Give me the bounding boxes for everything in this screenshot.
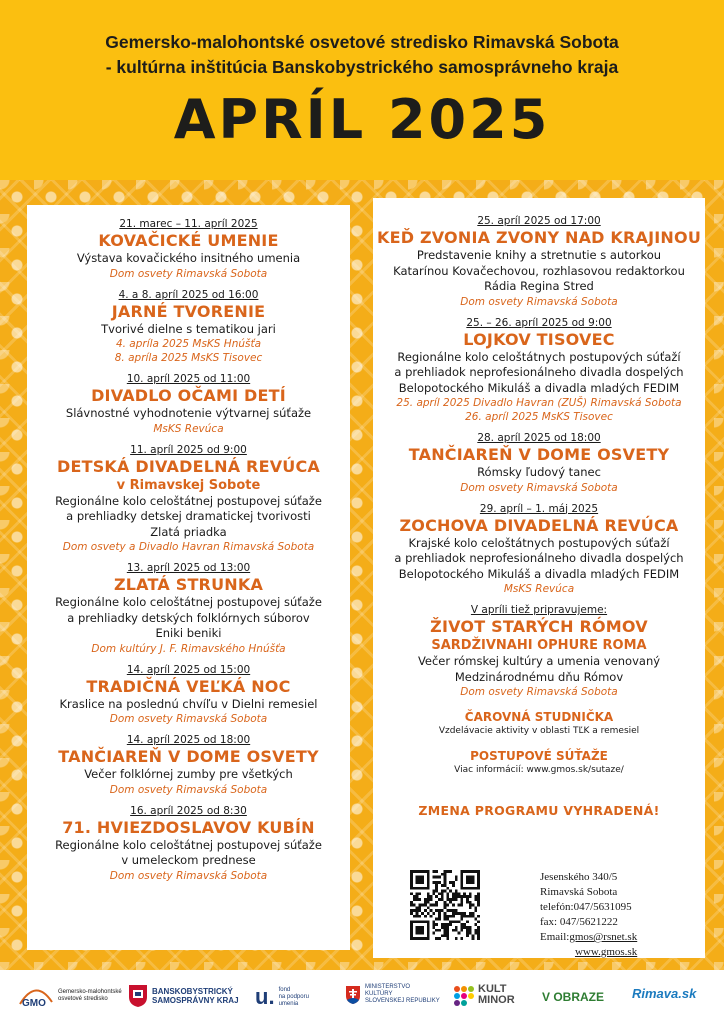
- event-description: Krajské kolo celoštátnych postupových súťaží: [408, 535, 670, 550]
- event-description: Rádia Regina Stred: [484, 279, 594, 293]
- web-link[interactable]: www.gmos.sk: [574, 946, 638, 958]
- sutaze-title: POSTUPOVÉ SÚŤAŽE: [470, 749, 608, 763]
- event-title: LOJKOV TISOVEC: [463, 329, 615, 349]
- event-description: Kraslice na poslednú chvíľu v Dielni remesiel: [59, 696, 318, 711]
- preparing-subtitle: SARDŽIVNAHI OPHURE ROMA: [431, 638, 647, 653]
- event-description: Večer folklórnej zumby pre všetkých: [84, 767, 293, 781]
- rimava-logo: [632, 986, 696, 1001]
- event-date: 29. apríl – 1. máj 2025: [479, 502, 599, 515]
- event-block: [373, 214, 705, 309]
- email-link[interactable]: gmos@rsnet.sk: [569, 931, 638, 943]
- preparing-title: ŽIVOT STARÝCH RÓMOV: [430, 617, 648, 636]
- address-line-2: Rimavská Sobota: [540, 886, 618, 898]
- event-date: 14. apríl 2025 od 15:00: [126, 663, 251, 676]
- event-block: [27, 217, 350, 281]
- event-subtitle: v Rimavskej Sobote: [116, 477, 261, 493]
- studnicka-title: ČAROVNÁ STUDNIČKA: [464, 710, 614, 724]
- event-date: 16. apríl 2025 od 8:30: [130, 804, 247, 817]
- ministerstvo-text-1: MINISTERSTVO: [365, 984, 411, 990]
- slovak-coat-of-arms-icon: [345, 985, 361, 1005]
- event-venue: Dom osvety Rimavská Sobota: [109, 713, 268, 725]
- event-date: 10. apríl 2025 od 11:00: [126, 373, 251, 385]
- fax: fax: 047/5621222: [540, 916, 618, 928]
- event-title: KEĎ ZVONIA ZVONY NAD KRAJINOU: [376, 228, 702, 247]
- event-block: [27, 733, 350, 797]
- event-description: Regionálne kolo celoštátnych postupových súťaží: [397, 349, 681, 364]
- event-title: KOVAČICKÉ UMENIE: [98, 231, 279, 250]
- fond-text-1: fond: [278, 986, 291, 993]
- email-label: Email:: [540, 931, 570, 943]
- event-description: Zlatá priadka: [150, 524, 227, 539]
- program-change-notice: ZMENA PROGRAMU VYHRADENÁ!: [418, 803, 660, 818]
- kultminor-dots-icon: [452, 984, 474, 1006]
- gmos-logo: [18, 984, 122, 1008]
- event-description: Belopotockého Mikuláš a divadla mladých FEDIM: [398, 380, 680, 395]
- event-date: 13. apríl 2025 od 13:00: [126, 562, 251, 574]
- event-venue: Dom osvety Rimavská Sobota: [109, 267, 268, 280]
- event-date: 25. – 26. apríl 2025 od 9:00: [466, 316, 612, 329]
- ministerstvo-logo: [345, 984, 440, 1005]
- event-block: [373, 316, 705, 425]
- event-block: [27, 804, 350, 883]
- event-date: 14. apríl 2025 od 18:00: [126, 734, 251, 746]
- event-description: a prehliadky detskej dramatickej tvorivosti: [66, 509, 311, 523]
- ministerstvo-text-2: KULTÚRY: [365, 991, 393, 997]
- bbsk-shield-icon: [128, 984, 148, 1008]
- event-title: TANČIAREŇ V DOME OSVETY: [408, 445, 670, 464]
- event-block: [27, 443, 350, 555]
- event-date: 21. marec – 11. apríl 2025: [119, 218, 258, 230]
- event-block: [27, 663, 350, 727]
- studnicka-section: [373, 709, 705, 738]
- event-venue: Dom kultúry J. F. Rimavského Hnúšťa: [91, 642, 286, 655]
- fond-mark-icon: u.: [255, 984, 275, 1009]
- kultminor-text-1: KULT: [478, 983, 507, 995]
- event-title: 71. HVIEZDOSLAVOV KUBÍN: [62, 817, 315, 837]
- event-venue: Dom osvety Rimavská Sobota: [109, 783, 268, 796]
- event-description: Regionálne kolo celoštátnej postupovej súťaže: [55, 595, 322, 609]
- kultminor-logo: [452, 984, 515, 1006]
- bbsk-logo: [128, 984, 239, 1008]
- event-venue: 4. apríla 2025 MsKS Hnúšťa: [115, 338, 262, 350]
- event-title: JARNÉ TVORENIE: [111, 301, 266, 321]
- event-title: TRADIČNÁ VEĽKÁ NOC: [86, 676, 291, 696]
- event-title: ZOCHOVA DIVADELNÁ REVÚCA: [399, 515, 679, 535]
- preparing-place: Dom osvety Rimavská Sobota: [460, 686, 618, 698]
- event-description: Eniki beniki: [155, 626, 222, 640]
- fond-text-2: na podporu: [278, 993, 309, 1000]
- gmo-text-2: osvetové stredisko: [58, 996, 108, 1002]
- right-program-column: [373, 198, 705, 958]
- address-line-1: Jesenského 340/5: [540, 871, 618, 883]
- event-venue: MsKS Revúca: [503, 583, 575, 595]
- event-description: a prehliadok neprofesionálneho divadla dospelých: [394, 551, 684, 565]
- event-title: TANČIAREŇ V DOME OSVETY: [58, 747, 319, 766]
- footer-logos: [0, 970, 724, 1024]
- contact-address: [540, 870, 637, 960]
- event-description: Predstavenie knihy a stretnutie s autorkou: [416, 248, 662, 262]
- event-block: [27, 561, 350, 656]
- preparing-section: [373, 603, 705, 699]
- event-title: DETSKÁ DIVADELNÁ REVÚCA: [56, 456, 320, 476]
- bbsk-text-2: SAMOSPRÁVNY KRAJ: [152, 996, 239, 1005]
- bbsk-text-1: BANSKOBYSTRICKÝ: [152, 987, 233, 996]
- email-row: [540, 930, 637, 945]
- event-description: Belopotockého Mikuláš a divadla mladých FEDIM: [398, 566, 680, 581]
- sutaze-desc: Viac informácií: www.gmos.sk/sutaze/: [454, 765, 624, 775]
- sutaze-section: [373, 748, 705, 777]
- ministerstvo-text-3: SLOVENSKEJ REPUBLIKY: [365, 998, 440, 1004]
- event-description: Regionálne kolo celoštátnej postupovej súťaže: [55, 493, 322, 508]
- event-description: Slávnostné vyhodnotenie výtvarnej súťaže: [65, 406, 312, 420]
- event-description: v umeleckom prednese: [121, 853, 256, 867]
- gmo-mark-icon: [18, 984, 54, 1008]
- preparing-label: V apríli tiež pripravujeme:: [470, 604, 608, 616]
- rimava-text: Rimava.sk: [632, 986, 697, 1001]
- svg-text:GMO: GMO: [22, 998, 46, 1008]
- event-block: [27, 288, 350, 366]
- gmo-text-1: Gemersko-malohontské: [58, 989, 122, 995]
- studnicka-desc: Vzdelávacie aktivity v oblasti TĽK a remesiel: [438, 726, 640, 736]
- phone: telefón:047/5631095: [540, 901, 632, 913]
- header-banner: [0, 0, 724, 180]
- month-title: APRÍL 2025: [173, 88, 551, 151]
- event-venue: Dom osvety Rimavská Sobota: [460, 481, 618, 494]
- event-description: Tvorivé dielne s tematikou jari: [101, 321, 276, 336]
- event-venue: Dom osvety a Divadlo Havran Rimavská Sobota: [62, 541, 315, 553]
- preparing-desc-2: Medzinárodnému dňu Rómov: [454, 669, 624, 684]
- event-date: 28. apríl 2025 od 18:00: [477, 432, 601, 444]
- event-venue: Dom osvety Rimavská Sobota: [109, 869, 268, 882]
- kultminor-text-2: MINOR: [478, 994, 515, 1006]
- event-block: [373, 431, 705, 495]
- event-venue: 25. apríl 2025 Divadlo Havran (ZUŠ) Rimavská Sobota: [396, 397, 682, 409]
- fond-text-3: umenia: [278, 1000, 299, 1007]
- event-title: DIVADLO OČAMI DETÍ: [91, 386, 286, 405]
- event-description: Katarínou Kovačechovou, rozhlasovou redaktorkou: [393, 263, 685, 278]
- event-date: 4. a 8. apríl 2025 od 16:00: [118, 288, 259, 301]
- event-date: 25. apríl 2025 od 17:00: [477, 215, 601, 227]
- event-venue: 26. apríl 2025 MsKS Tisovec: [465, 411, 613, 423]
- event-block: [373, 502, 705, 597]
- event-title: ZLATÁ STRUNKA: [113, 575, 264, 594]
- v-obraze-logo: [542, 990, 604, 1004]
- v-obraze-text: V OBRAZE: [542, 990, 605, 1004]
- preparing-desc-1: Večer rómskej kultúry a umenia venovaný: [417, 654, 661, 668]
- event-description: Regionálne kolo celoštátnej postupovej súťaže: [55, 837, 322, 852]
- org-line-2: - kultúrna inštitúcia Banskobystrického samosprávneho kraja: [105, 57, 619, 77]
- event-description: a prehliadky detských folklórnych súborov: [67, 610, 310, 625]
- event-venue: 8. apríla 2025 MsKS Tisovec: [114, 352, 263, 364]
- event-block: [27, 372, 350, 436]
- fond-logo: [255, 984, 309, 1010]
- organization-name: [0, 0, 724, 80]
- event-description: Výstava kovačického insitného umenia: [76, 251, 301, 265]
- event-description: Rómsky ľudový tanec: [477, 465, 601, 479]
- qr-code[interactable]: [410, 870, 480, 940]
- left-program-column: [27, 205, 350, 950]
- event-venue: Dom osvety Rimavská Sobota: [460, 295, 618, 308]
- event-date: 11. apríl 2025 od 9:00: [130, 443, 247, 456]
- contact-block: [410, 870, 700, 960]
- web-row: [540, 945, 637, 960]
- org-line-1: Gemersko-malohontské osvetové stredisko Rimavská Sobota: [105, 32, 619, 52]
- event-venue: MsKS Revúca: [153, 422, 224, 435]
- event-description: a prehliadok neprofesionálneho divadla dospelých: [394, 365, 684, 379]
